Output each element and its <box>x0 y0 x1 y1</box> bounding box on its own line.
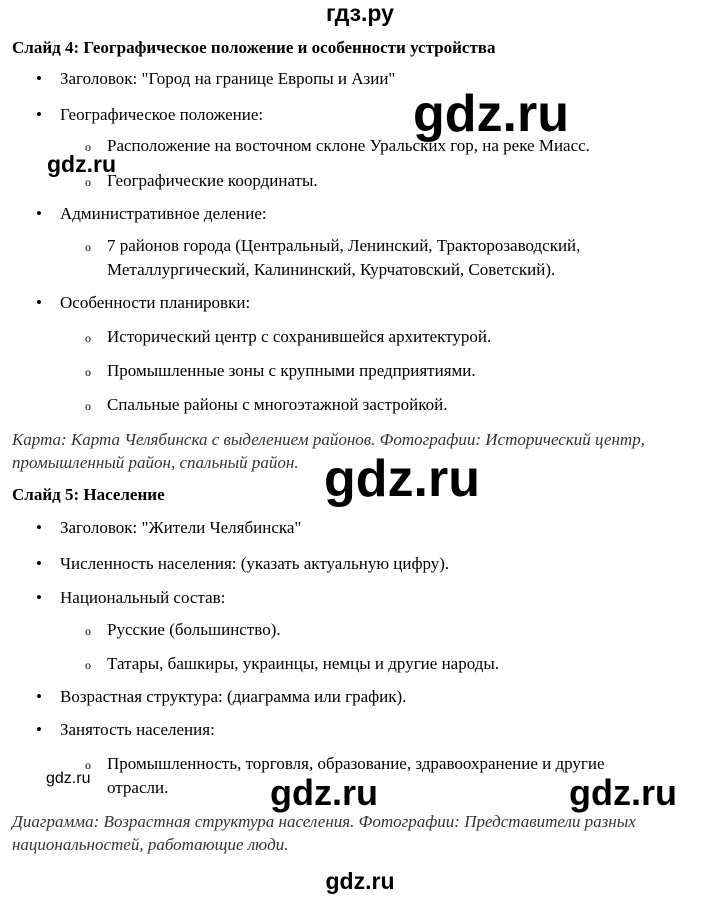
watermark-logo: gdz.ru <box>324 450 480 508</box>
slide4-bullet-admin: Административное деление: <box>60 204 267 223</box>
slide4-planning-residential: Спальные районы с многоэтажной застройкой. <box>107 395 448 414</box>
slide5-heading: Слайд 5: Население <box>12 485 165 504</box>
sub-bullet-circle: o <box>85 658 91 672</box>
slide5-employment-line1: Промышленность, торговля, образование, здравоохранение и другие <box>107 754 605 773</box>
bullet-dot: • <box>36 720 42 739</box>
slide5-bullet-employment: Занятость населения: <box>60 720 215 739</box>
sub-bullet-circle: o <box>85 365 91 379</box>
slide4-bullet-title: Заголовок: "Город на границе Европы и Азии" <box>60 69 396 88</box>
slide4-bullet-geo: Географическое положение: <box>60 105 264 124</box>
bullet-dot: • <box>36 554 42 573</box>
site-footer-logo[interactable]: gdz.ru <box>325 868 395 894</box>
slide5-ethnic-russians: Русские (большинство). <box>107 620 281 639</box>
slide5-bullet-population: Численность населения: (указать актуальную цифру). <box>60 554 450 573</box>
slide4-admin-districts-line2: Металлургический, Калининский, Курчатовский, Советский). <box>107 260 556 279</box>
site-header-logo[interactable]: гдз.ру <box>326 0 394 26</box>
bullet-dot: • <box>36 518 42 537</box>
bullet-dot: • <box>36 204 42 223</box>
slide4-planning-industrial: Промышленные зоны с крупными предприятиями. <box>107 361 476 380</box>
slide4-geo-coordinates: Географические координаты. <box>107 171 318 190</box>
slide4-heading: Слайд 4: Географическое положение и особенности устройства <box>12 38 496 57</box>
slide4-bullet-planning: Особенности планировки: <box>60 293 251 312</box>
slide5-bullet-title: Заголовок: "Жители Челябинска" <box>60 518 302 537</box>
slide4-geo-location: Расположение на восточном склоне Уральских гор, на реке Миасс. <box>107 136 590 155</box>
slide4-admin-districts-line1: 7 районов города (Центральный, Ленинский, Тракторозаводский, <box>107 236 581 255</box>
slide5-bullet-ethnic: Национальный состав: <box>60 588 226 607</box>
sub-bullet-circle: o <box>85 758 91 772</box>
watermark-logo: gdz.ru <box>46 770 91 787</box>
watermark-logo: gdz.ru <box>569 772 677 813</box>
slide5-caption-line2: национальностей, работающие люди. <box>12 835 289 854</box>
sub-bullet-circle: o <box>85 140 91 154</box>
slide4-caption-line2: промышленный район, спальный район. <box>12 453 299 472</box>
slide5-bullet-age: Возрастная структура: (диаграмма или график). <box>60 687 407 706</box>
sub-bullet-circle: o <box>85 624 91 638</box>
slide5-ethnic-others: Татары, башкиры, украинцы, немцы и другие народы. <box>107 654 500 673</box>
watermark-logo: gdz.ru <box>270 772 378 813</box>
bullet-dot: • <box>36 105 42 124</box>
bullet-dot: • <box>36 293 42 312</box>
slide4-caption-line1: Карта: Карта Челябинска с выделением районов. Фотографии: Исторический центр, <box>12 430 645 449</box>
sub-bullet-circle: o <box>85 175 91 189</box>
bullet-dot: • <box>36 687 42 706</box>
watermark-logo: gdz.ru <box>47 151 116 177</box>
bullet-dot: • <box>36 69 42 88</box>
watermark-logo: gdz.ru <box>413 85 569 143</box>
sub-bullet-circle: o <box>85 240 91 254</box>
sub-bullet-circle: o <box>85 399 91 413</box>
slide5-employment-line2: отрасли. <box>107 778 169 797</box>
sub-bullet-circle: o <box>85 331 91 345</box>
bullet-dot: • <box>36 588 42 607</box>
slide4-planning-center: Исторический центр с сохранившейся архитектурой. <box>107 327 492 346</box>
slide5-caption-line1: Диаграмма: Возрастная структура населения. Фотографии: Представители разных <box>12 812 636 831</box>
